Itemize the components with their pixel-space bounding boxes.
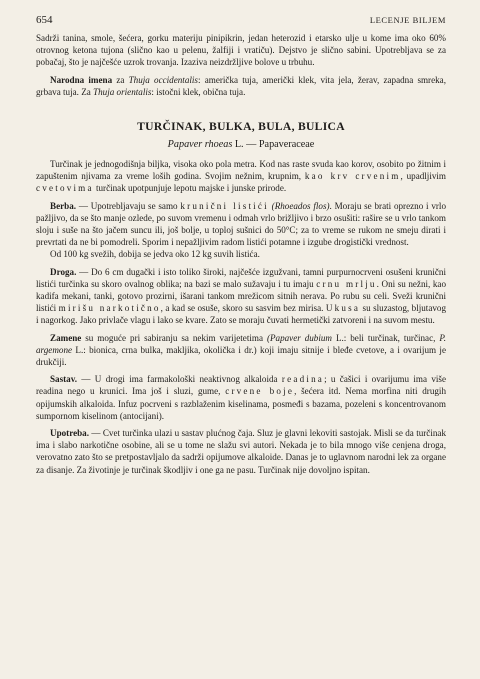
desc-text-a: Turčinak je jednogodišnja biljka, visoka oko pola metra. Kod nas raste svuda kao korov, osobito po žitnim i zapuštenim njivama za vreme loših godina. Svojim nežnim, krupnim, [36, 159, 446, 182]
names-species-2: Thuja orientalis [93, 86, 152, 97]
entry-subtitle [36, 139, 446, 150]
subst-text-a: su moguće pri sabiranju sa nekim varijetetima [81, 332, 267, 343]
paragraph-composition [36, 373, 446, 422]
comp-text-a: — U drogi ima farmakološki neaktivnog alkaloida [77, 374, 282, 385]
drug-text-b: . Oni su nežni, kao kadifa mekani, tanki, gotovo prozirni, išarani tankom mrežicom sitnih nerava. Po rubu su celi. Sveži krunični listići [36, 278, 446, 314]
drug-text-a: — Do 6 cm dugački i isto toliko široki, najčešće izgužvani, tamni purpurnocrveni osušeni krunični listići turčinka su skoro ovalnog oblika; na bazi se malo sužavaju i tu imaju [36, 266, 446, 289]
drug-spaced-1: crnu mrlju [316, 278, 377, 289]
drug-text-d: su sluzastog, bljutavog i nagorkog. Jako privlače vlagu i lako se kvare. Zato se moraju čuvati hermetički zatvoreni i na suvom mestu. [36, 303, 446, 326]
comp-text-c: , šećera itd. Nema morfina niti drugih opijumskih alkaloida. Infuz pocrveni s razblaženim kiselinama, posmeđi s bazama, pozeleni s koncentrovanom sumpornom kiselinom (antocijani). [36, 386, 446, 421]
paragraph-drug [36, 266, 446, 327]
subst-text-b: L.: beli turčinak, turčinac, [332, 332, 440, 343]
page-number: 654 [36, 14, 53, 26]
author-family: L. — Papaveraceae [232, 139, 315, 151]
harvest-label: Berba. [50, 200, 77, 211]
drug-spaced-3: Ukusa [325, 303, 361, 314]
composition-label: Sastav. [50, 374, 78, 385]
yield-text: Od 100 kg svežih, dobija se jedva oko 12 kg suvih listića. [50, 249, 260, 260]
subst-latin-1: (Papaver dubium [266, 332, 332, 343]
drug-text-c: , a kad se osuše, skoro su sasvim bez mirisa. [160, 303, 326, 314]
desc-spaced-1: kao krv crvenim [304, 171, 401, 182]
desc-text-b: , upadljivim [400, 171, 446, 182]
subst-text-c: L.: bionica, crna bulka, makljika, okolička i dr.) koji imaju sitnije i bleđe cvetove, a i ovarijum je drukčiji. [36, 344, 446, 368]
names-text-3: : istočni klek, obična tuja. [151, 86, 246, 97]
subst-latin-2: P. argemone [36, 332, 446, 355]
names-text-2: : američka tuja, američki klek, vita jela, žerav, zapadna smreka, grbava tuja. Za [36, 74, 446, 97]
harvest-text-a: — Upotrebljavaju se samo [76, 200, 181, 211]
paragraph-harvest [36, 200, 446, 249]
desc-text-c: turčinak upotpunjuje lepotu majske i junske prirode. [93, 183, 287, 194]
drug-label: Droga. [50, 266, 77, 277]
paragraph-yield [36, 248, 446, 260]
intro-text: Sadrži tanina, smole, šećera, gorku materiju pinipikrin, jedan heterozid i etarsko ulje u kome ima oko 60% otrovnog ketona tujona (slično kao u pelenu, žalfiji i vratiču). Dejstvo je slično sabini. Upotrebljava se za pobačaj, što je najčešće uzrok trovanja. Izaziva neizdržljive bolove u trbuhu. [36, 33, 446, 68]
paragraph-description [36, 158, 446, 195]
names-species-1: Thuja occidentalis [128, 74, 198, 85]
names-text-1: za [112, 74, 129, 85]
usage-text: — Cvet turčinka ulazi u sastav plućnog čaja. Sluz je glavni lekoviti sastojak. Misli se da turčinak ima i slabo narkotične osobine, ali se u tome ne slažu svi autori. Nekada je to bila mnogo više cenjena droga, verovatno zato što se pretpostavljalo da sadrži opijumove alkaloide. Danas je to uglavnom narodni lek za organe za disanje. Za životinje je turčinak škodljiv i one ga ne pasu. Turčinak nije dovoljno ispitan. [36, 428, 446, 475]
paragraph-usage [36, 427, 446, 476]
desc-spaced-2: cvetovima [36, 183, 94, 194]
comp-text-b: ; u čašici i ovarijumu ima više readina nego u krunici. Ima još i sluzi, gume, [36, 374, 446, 397]
usage-label: Upotreba. [50, 428, 89, 439]
harvest-spaced: krunični listići [180, 200, 269, 211]
common-names-label: Narodna imena [50, 74, 113, 85]
species-name: Papaver rhoeas [167, 139, 233, 151]
entry-title: TURČINAK, BULKA, BULA, BULICA [137, 120, 345, 134]
harvest-latin: (Rhoeados flos) [271, 200, 330, 211]
substitutes-label: Zamene [50, 332, 82, 343]
comp-spaced-1: readina [281, 374, 325, 385]
paragraph-common-names [36, 74, 446, 98]
harvest-text-c: . Moraju se brati oprezno i vrlo pažljivo, da se što manje ozlede, po suvom vremenu i odmah vrlo brižljivo i brzo osušiti: raširе se u vrlo tankom sloju i suše na što jačem suncu ili, još bolje, u toploj sušnici do 50°C; za to vreme se rukom ne smeju dirati i prevrtati da ne bi pomodreli. Sporim i nepažljivim radom listići potamne i izgube drogistički vrednost. [36, 200, 446, 248]
drug-spaced-2: mirišu narkotično [58, 303, 161, 314]
paragraph-substitutes [36, 332, 446, 369]
section-title: LECENJE BILJEM [369, 15, 446, 25]
running-header [36, 14, 446, 32]
comp-spaced-2: crvene boje [225, 386, 295, 397]
paragraph-intro [36, 32, 446, 69]
